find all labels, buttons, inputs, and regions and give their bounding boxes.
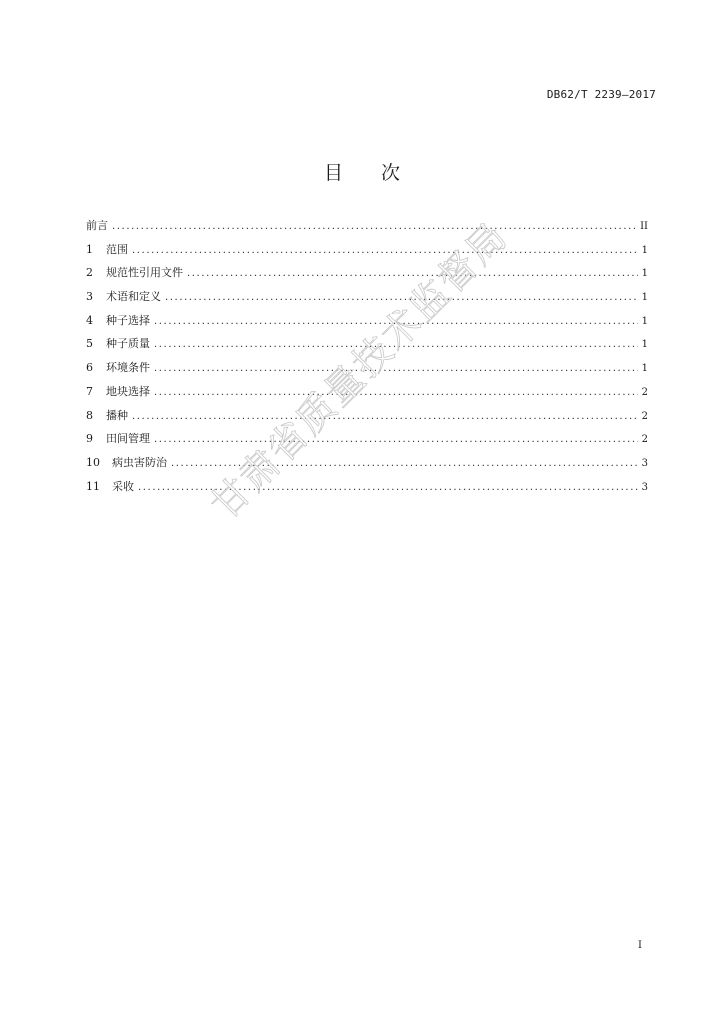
toc-entry-number: 6	[86, 361, 93, 375]
toc-entry-label: 环境条件	[106, 361, 150, 375]
toc-entry-number: 9	[86, 432, 93, 446]
watermark: 甘肃省质量技术监督局	[202, 213, 517, 528]
toc-entry[interactable]	[86, 455, 648, 479]
toc-entry[interactable]	[86, 289, 648, 313]
toc-leader-dots	[171, 456, 638, 472]
toc-entry-label: 地块选择	[106, 384, 150, 398]
toc-entry-number: 2	[86, 266, 93, 280]
toc-entry-label: 播种	[106, 408, 128, 422]
toc-entry-page: 2	[641, 434, 648, 446]
toc-entry[interactable]	[86, 265, 648, 289]
toc-entry[interactable]	[86, 218, 648, 242]
toc-entry-label: 田间管理	[106, 432, 150, 446]
toc-leader-dots	[154, 314, 638, 330]
toc-entry[interactable]	[86, 242, 648, 266]
toc-entry-number: 7	[86, 384, 93, 398]
toc-entry-page: 3	[641, 481, 648, 493]
page-title	[0, 158, 724, 185]
toc-entry-number: 5	[86, 337, 93, 351]
toc-entry[interactable]	[86, 384, 648, 408]
page-number: I	[638, 940, 642, 951]
toc-entry-label: 范围	[106, 242, 128, 256]
document-code: DB62/T 2239—2017	[546, 88, 656, 101]
toc-entry-page: 2	[641, 410, 648, 422]
toc-leader-dots	[138, 480, 638, 496]
toc-entry-page: 1	[641, 363, 648, 375]
toc-entry-label: 病虫害防治	[112, 455, 167, 469]
toc-leader-dots	[154, 432, 638, 448]
toc-entry-label: 前言	[86, 219, 108, 232]
toc-leader-dots	[154, 385, 638, 401]
toc-entry-number: 4	[86, 313, 93, 327]
toc-leader-dots	[165, 290, 638, 306]
toc-leader-dots	[112, 219, 636, 235]
toc-entry-number: 10	[86, 455, 100, 469]
toc-leader-dots	[154, 337, 638, 353]
toc-entry-label: 种子质量	[106, 337, 150, 351]
toc-entry-label: 术语和定义	[106, 290, 161, 304]
toc-entry-number: 1	[86, 242, 93, 256]
toc-entry[interactable]	[86, 313, 648, 337]
toc-entry-number: 11	[86, 479, 100, 493]
toc-entry-page: 3	[641, 457, 648, 469]
title-char-2: 次	[381, 162, 401, 184]
toc-entry-number: 3	[86, 290, 93, 304]
toc-entry-page: II	[640, 221, 648, 232]
toc-entry-page: 1	[641, 244, 648, 256]
toc-entry-label: 采收	[112, 479, 134, 493]
toc-entry[interactable]	[86, 360, 648, 384]
toc-entry-page: 2	[641, 386, 648, 398]
toc-entry-number: 8	[86, 408, 93, 422]
toc-leader-dots	[132, 409, 638, 425]
toc-entry[interactable]	[86, 408, 648, 432]
toc-entry-page: 1	[641, 292, 648, 304]
toc-leader-dots	[187, 266, 638, 282]
toc-entry-page: 1	[641, 339, 648, 351]
toc-entry-page: 1	[641, 268, 648, 280]
toc-entry[interactable]	[86, 431, 648, 455]
toc-entry[interactable]	[86, 336, 648, 360]
toc-entry[interactable]	[86, 479, 648, 503]
toc-entry-page: 1	[641, 315, 648, 327]
toc-entry-label: 种子选择	[106, 313, 150, 327]
toc-entry-label: 规范性引用文件	[106, 266, 183, 280]
toc-leader-dots	[132, 243, 638, 259]
toc-leader-dots	[154, 361, 638, 377]
title-char-1: 目	[323, 162, 343, 184]
table-of-contents	[86, 218, 648, 502]
